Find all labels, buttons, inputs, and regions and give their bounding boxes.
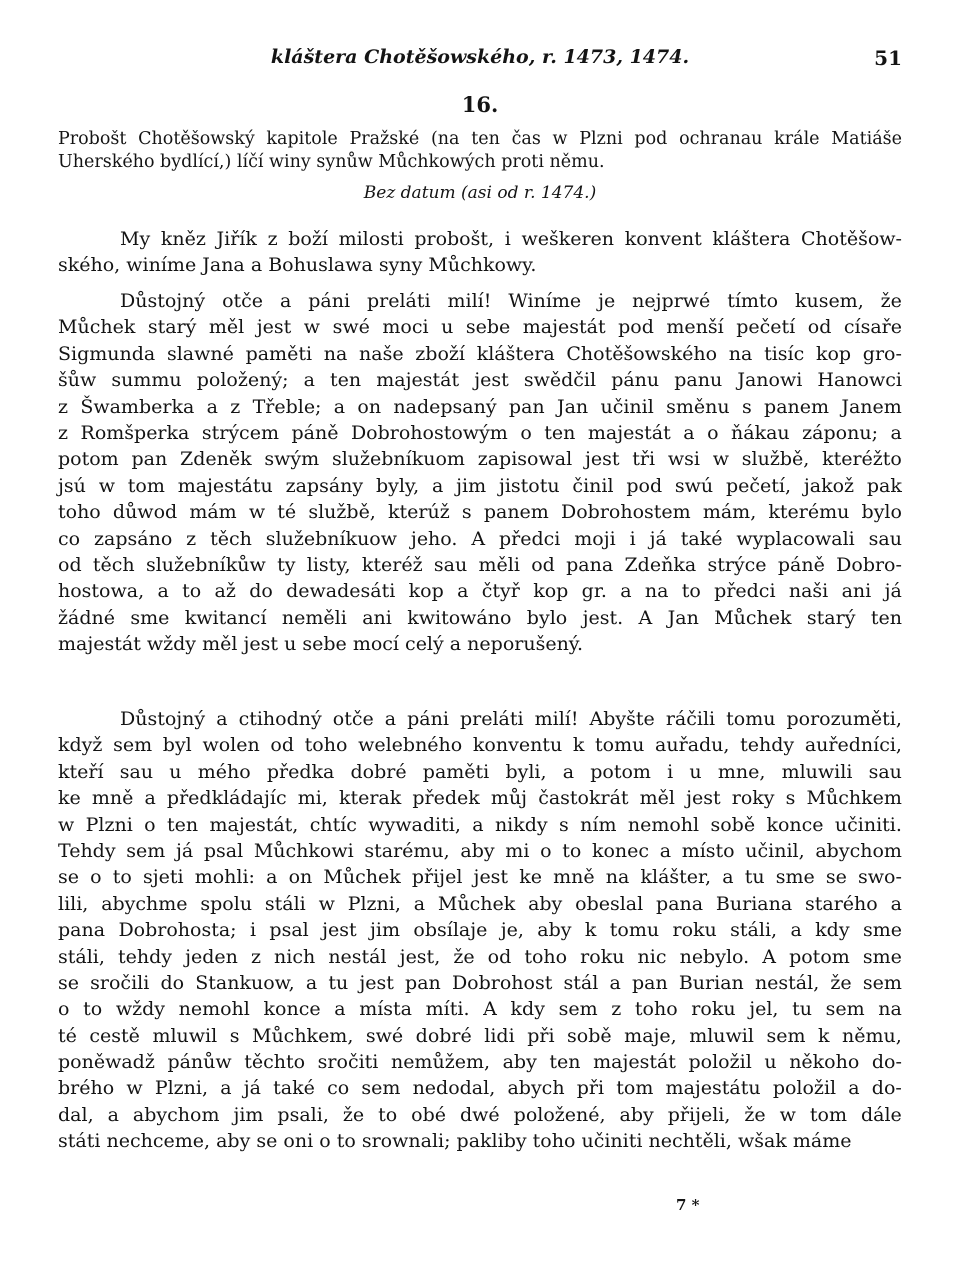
text-line: hostowa, a to až do dewadesáti kop a čtyř kop gr. a na to předci naši ani já xyxy=(58,580,902,603)
text-line: brého w Plzni, a já také co sem nedodal, abych při tom majestátu položil a do- xyxy=(58,1077,902,1100)
text-line: lili, abychme spolu stáli w Plzni, a Můchek aby obeslal pana Buriana starého a xyxy=(58,892,902,915)
text-line: My kněz Jiřík z boží milosti probošt, i weškeren konvent kláštera Chotěšow- xyxy=(120,228,902,250)
text-line: dal, a abychom jim psali, že to obé dwé položené, aby přijeli, že w tom dále xyxy=(58,1103,902,1126)
paragraph-2 xyxy=(58,288,902,657)
running-header xyxy=(0,46,960,74)
text-line: té cestě mluwil s Můchkem, swé dobré lidi při sobě maje, mluwil sem k němu, xyxy=(58,1024,902,1047)
text-line: majestát wždy měl jest u sebe mocí celý a neporušený. xyxy=(58,633,584,656)
text-line: od těch služebníkůw ty listy, kteréž sau měli od pana Zdeňka strýce páně Dobro- xyxy=(58,553,902,576)
text-line: z Šwamberka a z Třeble; a on nadepsaný pan Jan učinil směnu s panem Janem xyxy=(58,395,902,418)
text-line: žádné sme kwitancí neměli ani kwitowáno bylo jest. A Jan Můchek starý ten xyxy=(58,606,902,629)
text-line: co zapsáno z těch služebníkuow jeho. A předci moji i já také wyplacowali sau xyxy=(58,527,902,550)
signature-mark: 7 * xyxy=(676,1196,700,1214)
text-line: jsú w tom majestátu zapsány byly, a jim jistotu činil pod swú pečetí, jakož pak xyxy=(58,474,902,497)
text-line: šůw summu položený; a ten majestát jest swědčil pánu panu Janowi Hanowci xyxy=(58,369,902,392)
text-line: kteří sau u mého předka dobré paměti byli, a potom i u mne, mluwili sau xyxy=(58,760,902,783)
text-line: Důstojný otče a páni preláti milí! Winíme je nejprwé tímto kusem, že xyxy=(120,290,902,312)
text-line: se sročili do Stankuow, a tu jest pan Dobrohost stál a pan Burian nestál, že sem xyxy=(58,971,902,994)
paragraph-1 xyxy=(58,226,902,279)
text-line: poněwadž pánůw těchto sročiti nemůžem, aby ten majestát položil u někoho do- xyxy=(58,1051,902,1074)
text-line: se o to sjeti mohli: a on Můchek přijel jest ke mně na klášter, a tu sme se swo- xyxy=(58,866,902,889)
text-line: státi nechceme, aby se oni o to srownali; pakliby toho učiniti nechtěli, wšak máme xyxy=(58,1130,852,1153)
document-regest: Probošt Chotěšowský kapitole Pražské (na ten čas w Plzni pod ochranau krále Matiáše Uherského bydlící,) líčí winy synůw Můchkowých proti němu. xyxy=(58,129,902,172)
text-line: ského, winíme Jana a Bohuslawa syny Můchkowy. xyxy=(58,254,537,277)
paragraph-3 xyxy=(58,706,902,1155)
text-line: w Plzni o ten majestát, chtíc wywaditi, a nikdy s ním nemohl sobě konce učiniti. xyxy=(58,813,902,836)
text-line: ke mně a předkládajíc mi, kterak předek můj častokrát měl jest roky s Můchkem xyxy=(58,787,902,810)
text-line: Tehdy sem já psal Můchkowi starému, aby mi o to konec a místo učinil, abychom xyxy=(58,839,902,862)
text-line: když sem byl wolen od toho welebného konventu k tomu auřadu, tehdy auředníci, xyxy=(58,734,902,757)
text-line: o to wždy nemohl konce a místa míti. A kdy sem z toho roku jel, tu sem na xyxy=(58,998,902,1021)
text-line: toho důwod mám w té službě, kterúž s panem Dobrohostem mám, kterému bylo xyxy=(58,501,902,524)
document-number: 16. xyxy=(461,92,499,117)
text-line: potom pan Zdeněk swým služebníkuom zapisowal jest tři wsi w službě, kteréžto xyxy=(58,448,902,471)
text-line: stáli, tehdy jeden z nich nestál jest, že od toho roku nic nebylo. A potom sme xyxy=(58,945,902,968)
document-dating: Bez datum (asi od r. 1474.) xyxy=(363,183,597,203)
text-line: z Romšperka strýcem páně Dobrohostowým o ten majestát a o ňákau záponu; a xyxy=(58,421,902,444)
text-line: Důstojný a ctihodný otče a páni preláti milí! Abyšte ráčili tomu porozuměti, xyxy=(120,708,902,730)
running-title: kláštera Chotěšowského, r. 1473, 1474. xyxy=(270,46,690,68)
page-number: 51 xyxy=(874,46,902,70)
text-line: Můchek starý měl jest w swé moci u sebe majestát pod menší pečetí od císaře xyxy=(58,316,902,339)
text-line: Sigmunda slawné paměti na naše zboží kláštera Chotěšowského na tisíc kop gro- xyxy=(58,342,902,365)
text-line: pana Dobrohosta; i psal jest jim obsílaje je, aby k tomu roku stáli, a kdy sme xyxy=(58,919,902,942)
